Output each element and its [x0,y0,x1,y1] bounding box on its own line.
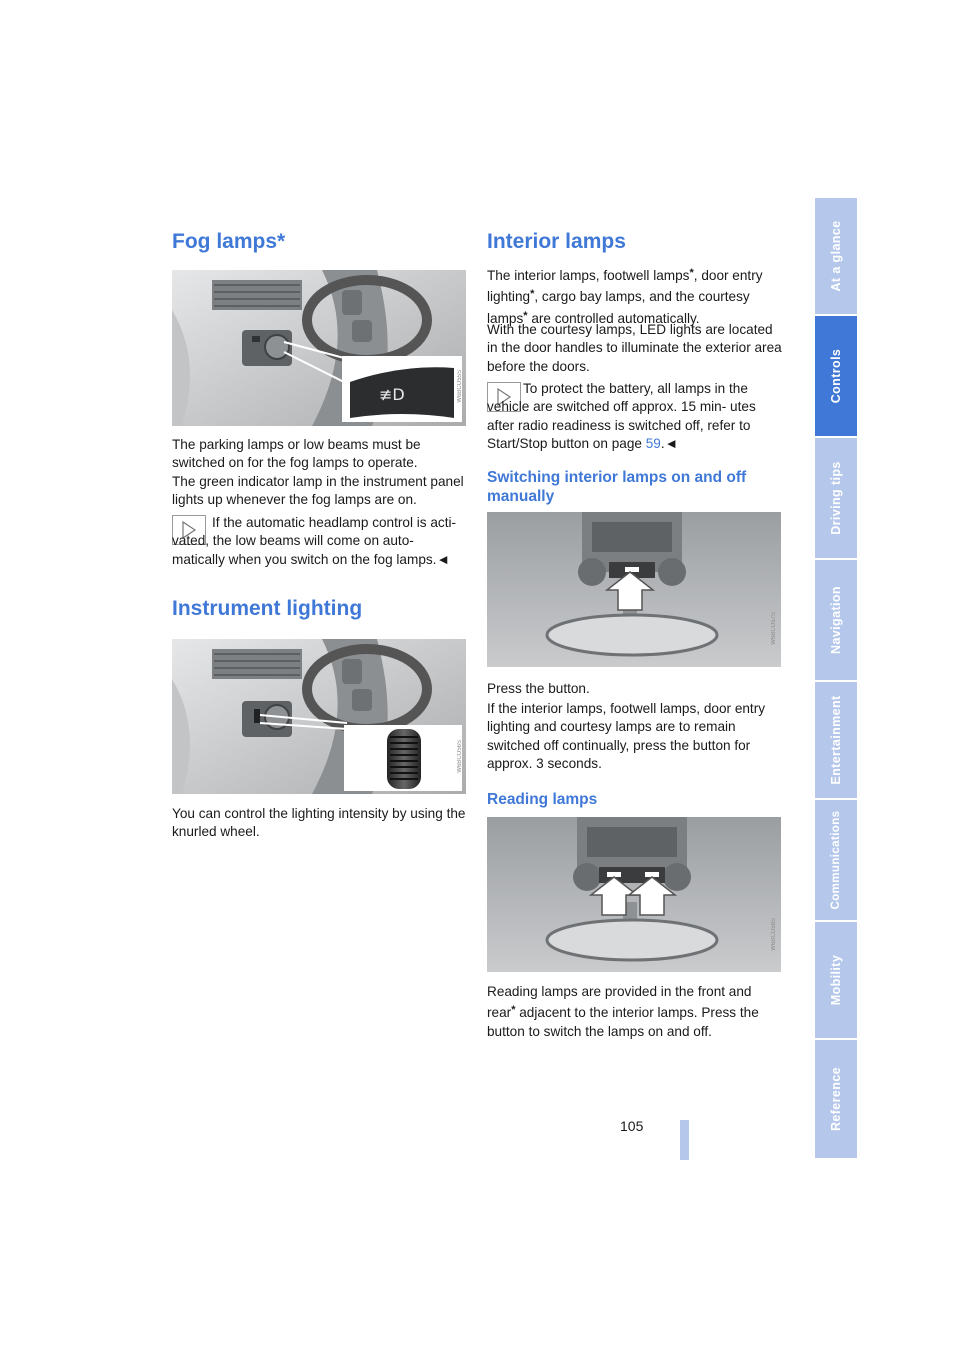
tab-driving-tips[interactable] [815,438,857,560]
page-link[interactable]: 59 [645,436,661,452]
chapter-tabs [815,198,857,1160]
tab-entertainment[interactable] [815,682,857,800]
tab-at-a-glance[interactable] [815,198,857,316]
text: , cargo bay lamps, and the courtesy lamps [487,289,750,326]
end-mark: ◄ [436,551,450,567]
instrument-paragraph: You can control the lighting intensity by using the knurled wheel. [172,806,466,840]
image-code: W6BCO55S [457,370,463,403]
tab-label: Driving tips [829,461,843,535]
svg-text:≢D: ≢D [379,385,405,404]
reading-lamps-photo [487,817,781,972]
tab-mobility[interactable] [815,922,857,1040]
fog-note [172,514,468,569]
option-star: * [530,288,535,301]
tab-label: Navigation [829,586,843,654]
tab-label: Mobility [829,954,843,1006]
reading-lamps-title: Reading lamps [487,791,598,808]
text: Reading lamps are provided in the front and rear [487,984,752,1021]
text: The interior lamps, footwell lamps [487,268,690,283]
tab-label: Controls [829,348,843,404]
fog-note-text: If the automatic headlamp control is acti- vated, the low beams will come on auto- matically when you switch on the fog lamps. [172,515,457,567]
option-star: * [689,267,694,279]
fog-paragraph-2: The green indicator lamp in the instrument panel lights up whenever the fog lamps are on. [172,474,464,508]
instrument-lighting-title: Instrument lighting [172,597,363,620]
text: are controlled automatically. [527,310,700,326]
tab-controls[interactable] [815,316,857,438]
tab-label: At a glance [829,220,843,292]
page-marker-bar [680,1120,689,1160]
tab-label: Reference [829,1066,843,1132]
image-code: W6BCO57S [771,612,777,645]
interior-lamps-title: Interior lamps [487,230,626,253]
note-text: To protect the battery, all lamps in the vehicle are switched off approx. 15 min- utes after radio readiness is switched off, refer to Start/Stop button on page [487,381,756,452]
interior-button-photo [487,512,781,667]
image-code: W6BCO56S [457,740,463,773]
tab-label: Entertainment [829,695,843,785]
interior-paragraph-3: Press the button. [487,681,590,696]
text: , door entry lighting [487,268,763,305]
page-number: 105 [620,1118,644,1134]
text: adjacent to the interior lamps. Press the button to switch the lamps on and off. [487,1005,759,1039]
interior-paragraph-1 [487,264,787,328]
interior-note [487,380,783,454]
option-star: * [511,1004,516,1017]
fog-lamps-photo [172,270,466,426]
interior-paragraph-2: With the courtesy lamps, LED lights are located in the door handles to illuminate the exterior area before the doors. [487,322,782,374]
reading-lamps-paragraph [487,983,783,1041]
image-code: W6BCO58S [771,918,777,951]
interior-paragraph-4: If the interior lamps, footwell lamps, door entry lighting and courtesy lamps are to remain switched off continually, press the button for approx. 3 seconds. [487,701,766,772]
fog-paragraph-1: The parking lamps or low beams must be switched on for the fog lamps to operate. [172,437,421,471]
tab-navigation[interactable] [815,560,857,682]
option-star: * [523,309,528,322]
end-mark: .◄ [660,436,679,452]
switching-manually-title: Switching interior lamps on and off manually [487,469,747,505]
tab-communications[interactable] [815,800,857,922]
tab-label: Communications [830,810,842,910]
tab-reference[interactable] [815,1040,857,1160]
instrument-lighting-photo [172,639,466,794]
fog-lamps-title: Fog lamps* [172,230,286,253]
